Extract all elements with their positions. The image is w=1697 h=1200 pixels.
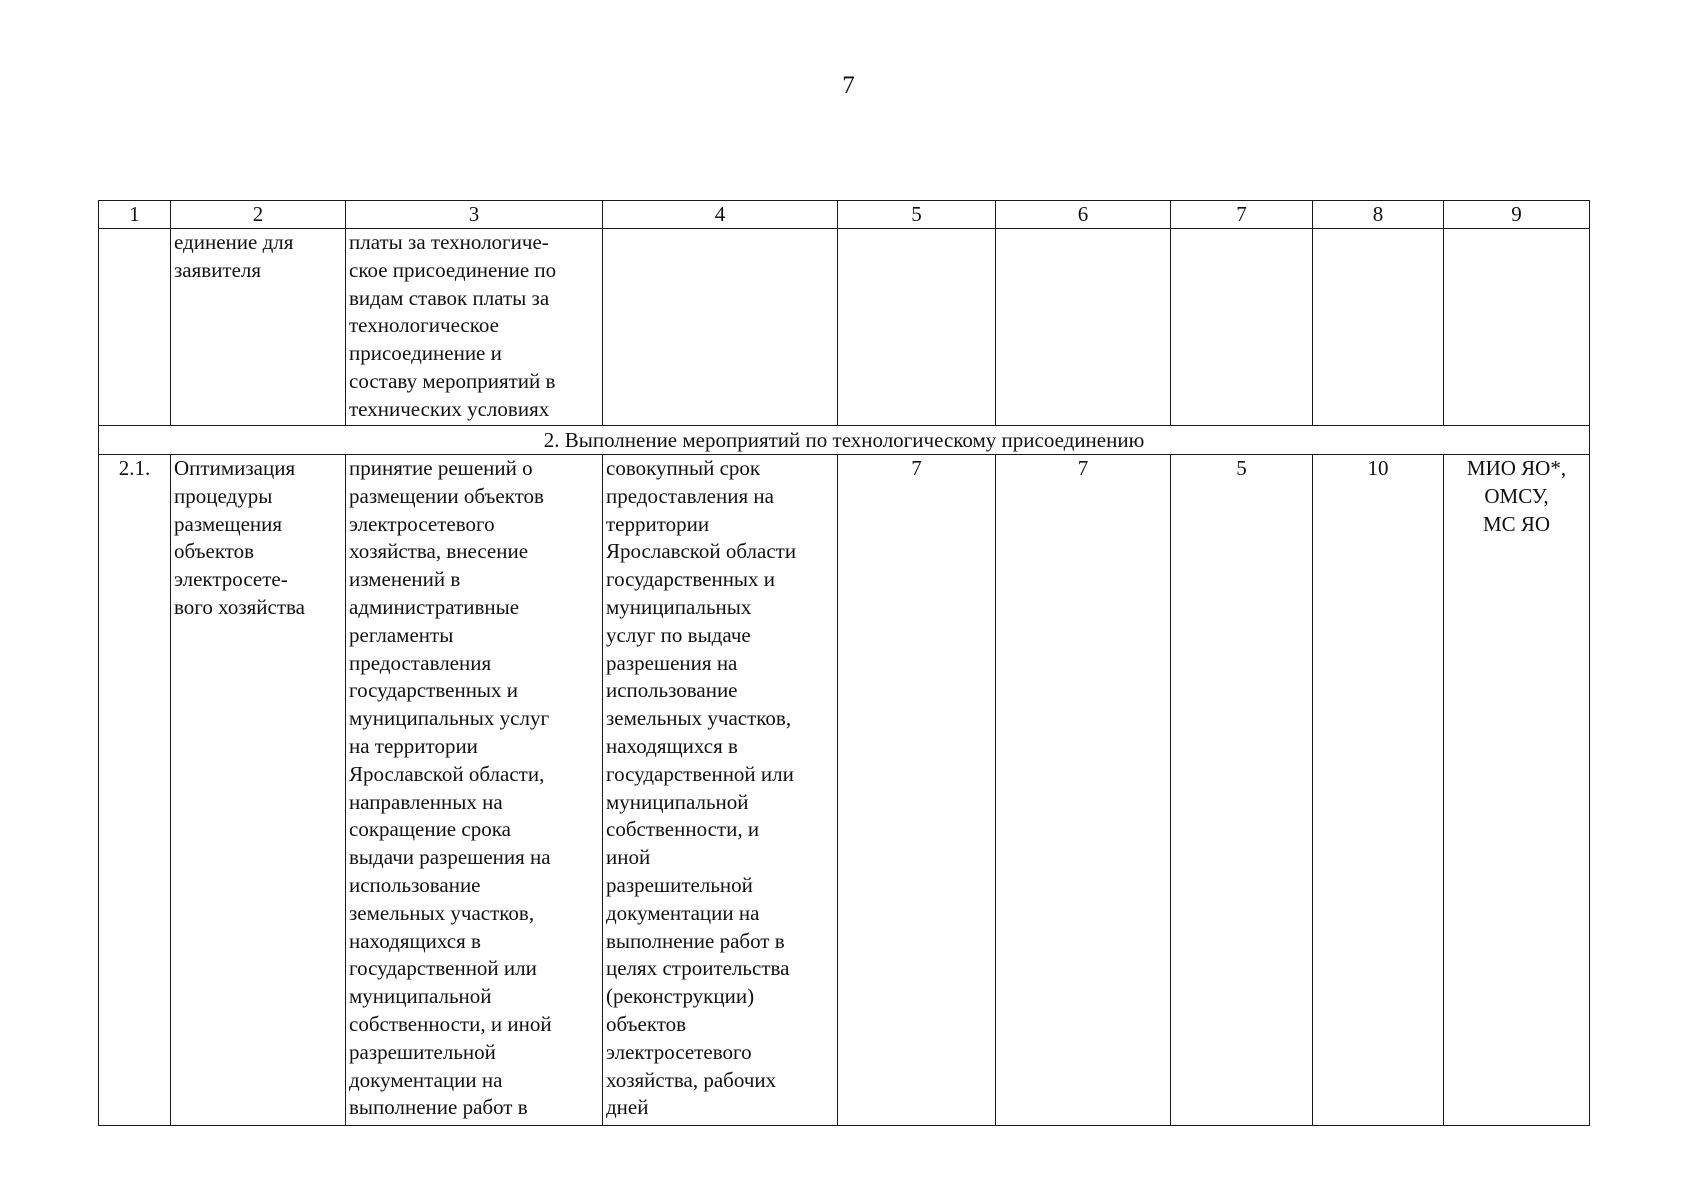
item-action: принятие решений о размещении объектов электросетевого хозяйства, внесение изменений в административные регламенты предоставления государственных и муниципальных услуг на территории Ярославской области, направленных на сокращение срока выдачи разрешения на использование земельных участков, находящихся в государственной или муниципальной собственности, и иной разрешительной документации на выполнение работ в bbox=[346, 455, 603, 1126]
item-value-col7: 5 bbox=[1171, 455, 1313, 1126]
column-header: 5 bbox=[838, 201, 996, 229]
table-cell bbox=[1171, 229, 1313, 426]
table-cell bbox=[1313, 229, 1444, 426]
item-value-col8: 10 bbox=[1313, 455, 1444, 1126]
table-cell-measure-name: единение для заявителя bbox=[171, 229, 346, 426]
column-number-row bbox=[99, 201, 1590, 229]
section-row bbox=[99, 426, 1590, 455]
column-header: 4 bbox=[603, 201, 838, 229]
continuation-row bbox=[99, 229, 1590, 426]
item-measure-name: Оптимизация процедуры размещения объектов электросете- вого хозяйства bbox=[171, 455, 346, 1126]
item-indicator: совокупный срок предоставления на территории Ярославской области государственных и муниципальных услуг по выдаче разрешения на использование земельных участков, находящихся в государственной или муниципальной собственности, и иной разрешительной документации на выполнение работ в целях строительства (реконструкции) объектов электросетевого хозяйства, рабочих дней bbox=[603, 455, 838, 1126]
column-header: 3 bbox=[346, 201, 603, 229]
table-cell-action: платы за технологиче- ское присоединение по видам ставок платы за технологическое присоединение и составу мероприятий в технических условиях bbox=[346, 229, 603, 426]
table-cell bbox=[996, 229, 1171, 426]
column-header: 9 bbox=[1444, 201, 1590, 229]
item-value-col5: 7 bbox=[838, 455, 996, 1126]
column-header: 1 bbox=[99, 201, 171, 229]
table-cell bbox=[603, 229, 838, 426]
table-cell bbox=[99, 229, 171, 426]
item-number: 2.1. bbox=[99, 455, 171, 1126]
table-row bbox=[99, 455, 1590, 1126]
page-number: 7 bbox=[842, 72, 855, 99]
item-responsible: МИО ЯО*, ОМСУ, МС ЯО bbox=[1444, 455, 1590, 1126]
column-header: 2 bbox=[171, 201, 346, 229]
measures-table bbox=[98, 200, 1590, 1126]
column-header: 7 bbox=[1171, 201, 1313, 229]
column-header: 8 bbox=[1313, 201, 1444, 229]
table-cell bbox=[1444, 229, 1590, 426]
column-header: 6 bbox=[996, 201, 1171, 229]
section-title: 2. Выполнение мероприятий по технологическому присоединению bbox=[99, 426, 1590, 455]
table-cell bbox=[838, 229, 996, 426]
item-value-col6: 7 bbox=[996, 455, 1171, 1126]
